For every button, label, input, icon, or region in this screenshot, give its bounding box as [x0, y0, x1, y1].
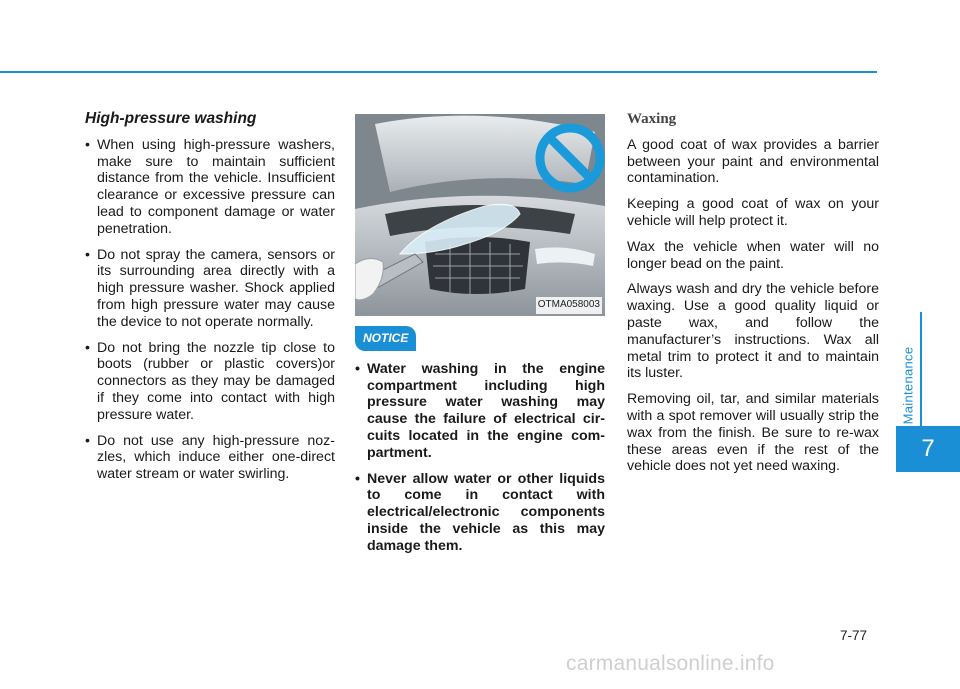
- notice-bullet: • Water washing in the engine compartment including high pressure water washing may cause the failure of electrical circuits located in the engine compartment.: [355, 361, 605, 462]
- waxing-paragraph: Removing oil, tar, and similar materials with a spot remover will usually strip the wax from the finish. Be sure to re-wax these areas even if the rest of the vehicle does not yet need waxing.: [627, 391, 879, 475]
- washing-bullet: • Do not spray the camera, sensors or its surrounding area directly with a high pressure washer. Shock applied from high pressure water may cause the device to not operate normally.: [85, 247, 335, 331]
- waxing-paragraph: Wax the vehicle when water will no longer bead on the paint.: [627, 238, 879, 272]
- chapter-tab-label: [896, 340, 920, 430]
- notice-bullet-list: [355, 361, 605, 555]
- right-column: [627, 108, 879, 484]
- notice-badge: NOTICE: [355, 326, 416, 351]
- watermark: carmanualsonline.info: [566, 652, 775, 675]
- washing-bullet: • Do not use any high-pressure nozzles, which induce either one-direct water stream or water swirling.: [85, 433, 335, 483]
- engine-wash-illustration: [355, 114, 605, 316]
- engine-wash-illustration-svg: [355, 114, 605, 316]
- washing-bullet: • Do not bring the nozzle tip close to boots (rubber or plastic covers)or connectors as they may be damaged if they come into contact with high pressure water.: [85, 340, 335, 424]
- waxing-paragraph: A good coat of wax provides a barrier between your paint and environmental contamination.: [627, 136, 879, 187]
- chapter-tab-text: Maintenance: [900, 346, 916, 424]
- waxing-paragraph: Always wash and dry the vehicle before waxing. Use a good quality liquid or paste wax, and follow the manufacturer’s instructions. Wax all metal trim to protect it and to maintain its luster.: [627, 281, 879, 382]
- notice-bullet: • Never allow water or other liquids to come in contact with electrical/electronic components inside the vehicle as this may damage them.: [355, 471, 605, 555]
- image-code: OTMA058003: [536, 297, 602, 314]
- left-column: [85, 108, 335, 492]
- waxing-paragraph: Keeping a good coat of wax on your vehicle will help protect it.: [627, 196, 879, 229]
- washing-bullet-list: [85, 137, 335, 483]
- chapter-number-box: 7: [896, 426, 960, 472]
- section-heading-high-pressure-washing: High-pressure washing: [85, 110, 257, 127]
- header-rule: [0, 71, 877, 73]
- washing-bullet: • When using high-pressure washers, make sure to maintain sufficient distance from the vehicle. Insufficient clearance or excessive pressure can lead to component damage or water penetration.: [85, 137, 335, 238]
- section-heading-waxing: Waxing: [627, 111, 677, 127]
- middle-column: [355, 108, 605, 564]
- page-number: 7-77: [840, 628, 868, 643]
